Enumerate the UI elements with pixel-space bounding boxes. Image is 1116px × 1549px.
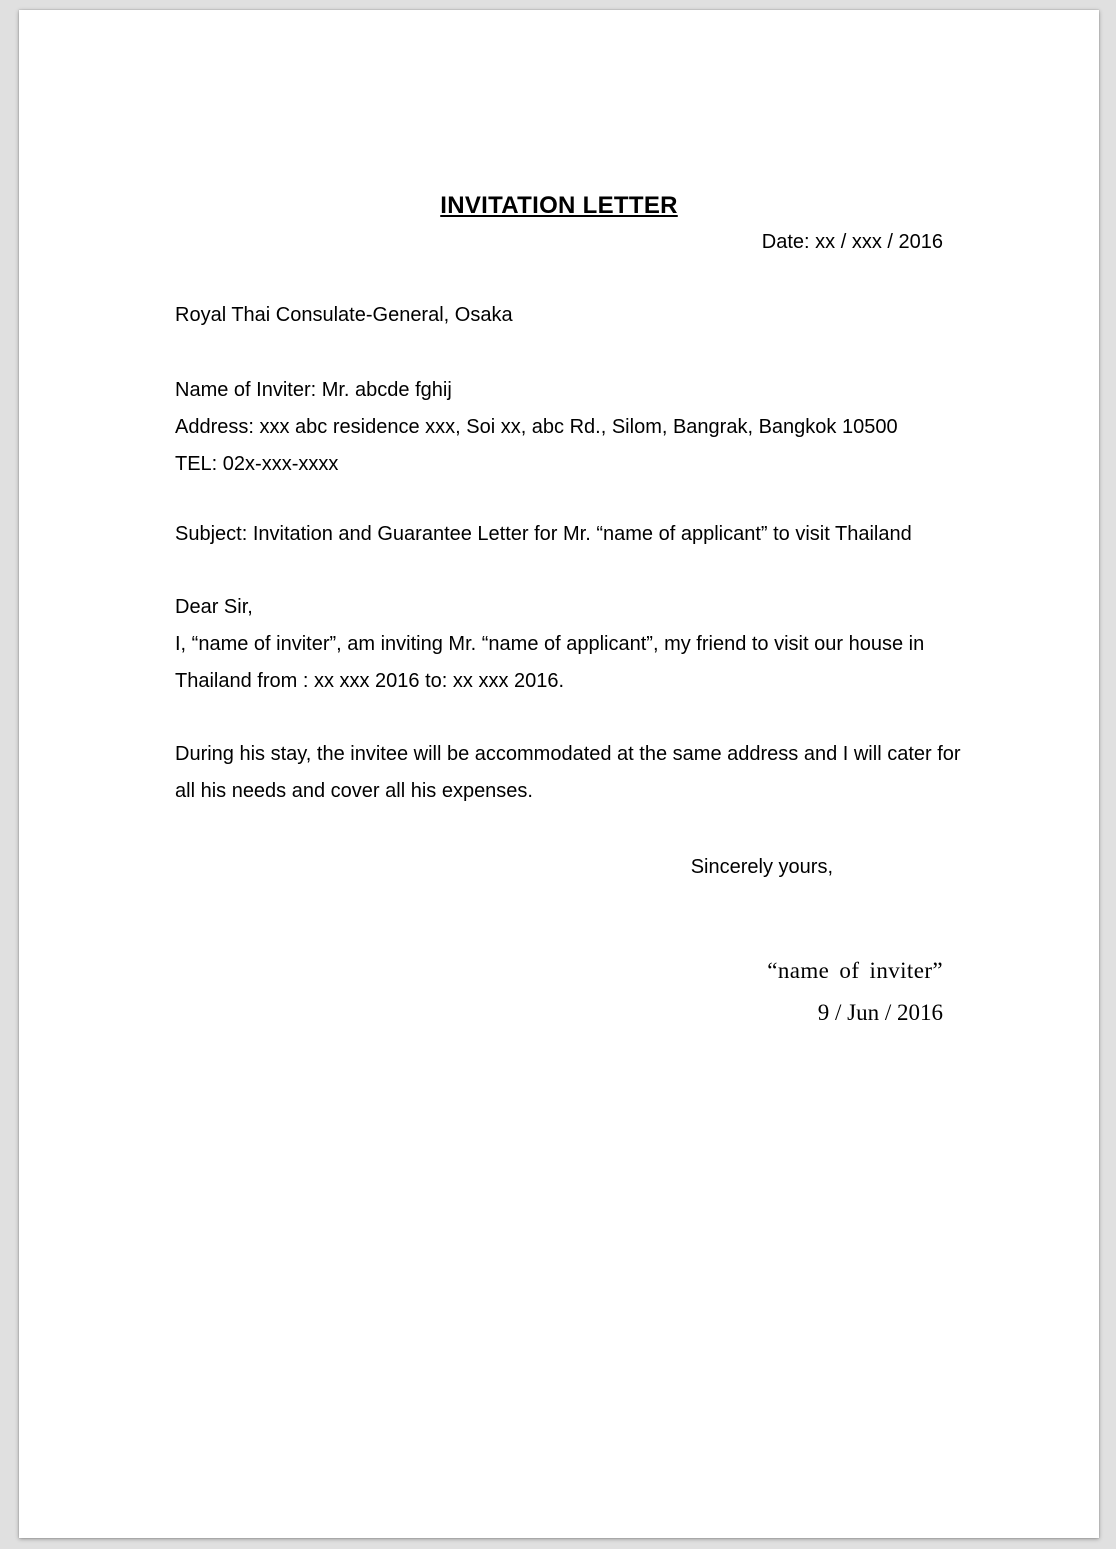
inviter-name-line: Name of Inviter: Mr. abcde fghij [175, 379, 452, 401]
subject-line: Subject: Invitation and Guarantee Letter for Mr. “name of applicant” to visit Thailand [175, 523, 912, 545]
paragraph2-line-2: all his needs and cover all his expenses. [175, 780, 533, 802]
paragraph1-line-1: I, “name of inviter”, am inviting Mr. “name of applicant”, my friend to visit our house in [175, 633, 925, 655]
signature-block [175, 950, 943, 1034]
closing-line: Sincerely yours, [690, 856, 833, 878]
letter-page [19, 10, 1099, 1538]
inviter-tel-line: TEL: 02x-xxx-xxxx [175, 453, 339, 475]
inviter-address-line: Address: xxx abc residence xxx, Soi xx, abc Rd., Silom, Bangrak, Bangkok 10500 [175, 416, 898, 438]
signature-name-line: “name of inviter” [767, 958, 943, 983]
paragraph-salutation-body [175, 589, 943, 700]
inviter-details-block [175, 372, 943, 483]
letter-title: INVITATION LETTER [440, 192, 678, 219]
paragraph1-line-2: Thailand from : xx xxx 2016 to: xx xxx 2016. [175, 670, 565, 692]
salutation-line: Dear Sir, [175, 596, 253, 618]
paragraph-accommodation [175, 736, 961, 810]
signature-date-line: 9 / Jun / 2016 [817, 1000, 943, 1025]
recipient-line: Royal Thai Consulate-General, Osaka [175, 304, 513, 326]
date-line: Date: xx / xxx / 2016 [761, 231, 943, 253]
paragraph2-line-1: During his stay, the invitee will be accommodated at the same address and I will cater for [175, 743, 961, 765]
